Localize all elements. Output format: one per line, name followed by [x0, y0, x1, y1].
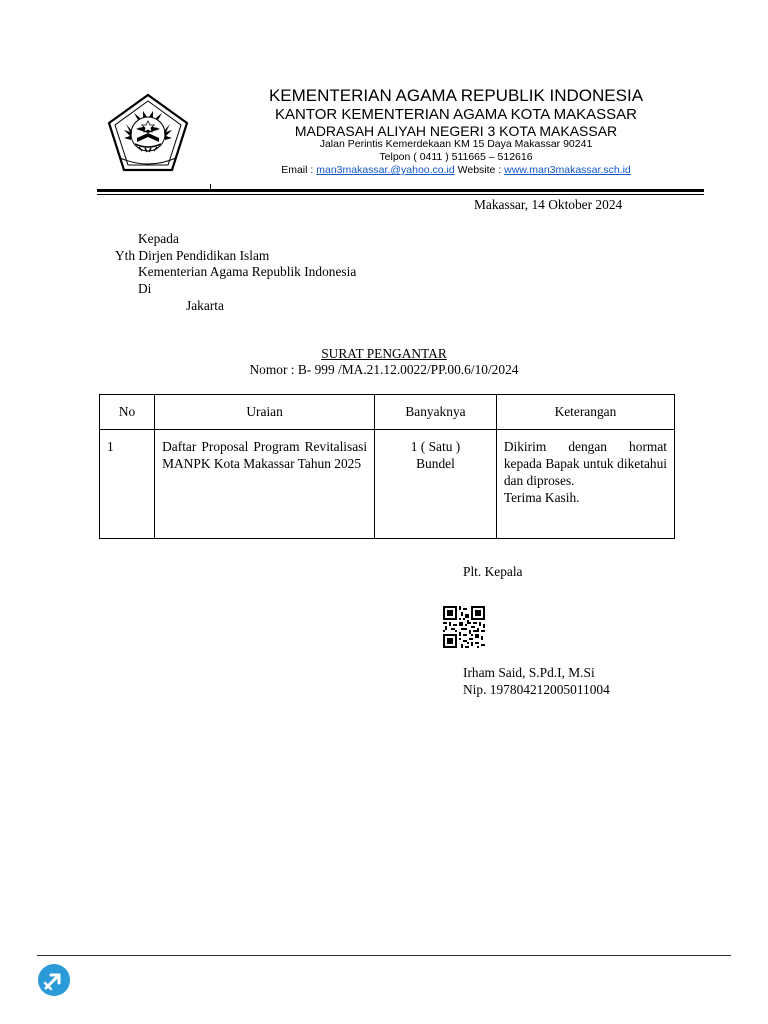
- header-banyaknya: Banyaknya: [375, 395, 497, 430]
- header-uraian: Uraian: [155, 395, 375, 430]
- items-table: [99, 394, 675, 539]
- recipient-name: Yth Dirjen Pendidikan Islam: [115, 248, 270, 263]
- cell-keterangan-text: Dikirim dengan hormat kepada Bapak untuk diketahui dan diproses.: [503, 439, 667, 488]
- signatory-nip: Nip. 197804212005011004: [463, 682, 610, 697]
- letterhead-rule-thin: [97, 194, 704, 195]
- letter-number: Nomor : B- 999 /MA.21.12.0022/PP.00.6/10/2024: [249, 362, 519, 377]
- qr-code-icon: [443, 606, 485, 648]
- table-header-row: [100, 395, 675, 430]
- recipient-city: Jakarta: [186, 298, 224, 313]
- pdf-viewer-logo-icon[interactable]: [37, 963, 71, 997]
- cell-keterangan: [496, 430, 674, 539]
- cell-banyaknya-qty: 1 ( Satu ): [410, 439, 461, 454]
- website-link[interactable]: www.man3makassar.sch.id: [504, 164, 631, 176]
- cell-keterangan-closing: Terima Kasih.: [503, 490, 580, 505]
- cell-banyaknya-unit: Bundel: [416, 456, 455, 471]
- letterhead-office: KANTOR KEMENTERIAN AGAMA KOTA MAKASSAR: [274, 106, 638, 123]
- letterhead-phone: Telpon ( 0411 ) 511665 – 512616: [379, 151, 533, 163]
- cell-no: 1: [100, 430, 155, 539]
- recipient-institution: Kementerian Agama Republik Indonesia: [138, 264, 357, 279]
- email-link[interactable]: man3makassar.@yahoo.co.id: [316, 164, 455, 176]
- letterhead-contact: [212, 164, 700, 176]
- table-row: [100, 430, 675, 539]
- kemenag-emblem-icon: [106, 92, 190, 174]
- cell-uraian: Daftar Proposal Program Revitalisasi MANPK Kota Makassar Tahun 2025: [155, 430, 375, 539]
- letter-date: Makassar, 14 Oktober 2024: [474, 197, 623, 212]
- recipient-label: Kepada: [138, 231, 179, 246]
- letter-title: [0, 345, 768, 362]
- letterhead-address: Jalan Perintis Kemerdekaan KM 15 Daya Makassar 90241: [319, 138, 593, 150]
- signatory-name: Irham Said, S.Pd.I, M.Si: [463, 665, 595, 680]
- website-label: Website :: [454, 164, 505, 176]
- recipient-di: Di: [138, 281, 152, 296]
- header-no: No: [100, 395, 155, 430]
- header-keterangan: Keterangan: [496, 395, 674, 430]
- footer-divider: [37, 955, 731, 956]
- letter-title-text: SURAT PENGANTAR: [321, 346, 447, 361]
- signature-position: Plt. Kepala: [463, 564, 523, 579]
- letterhead-rule-thick: [97, 189, 704, 192]
- email-label: Email :: [281, 164, 317, 176]
- letterhead-school: MADRASAH ALIYAH NEGERI 3 KOTA MAKASSAR: [294, 123, 618, 139]
- letterhead-ministry: KEMENTERIAN AGAMA REPUBLIK INDONESIA: [268, 86, 644, 105]
- cell-banyaknya: [375, 430, 497, 539]
